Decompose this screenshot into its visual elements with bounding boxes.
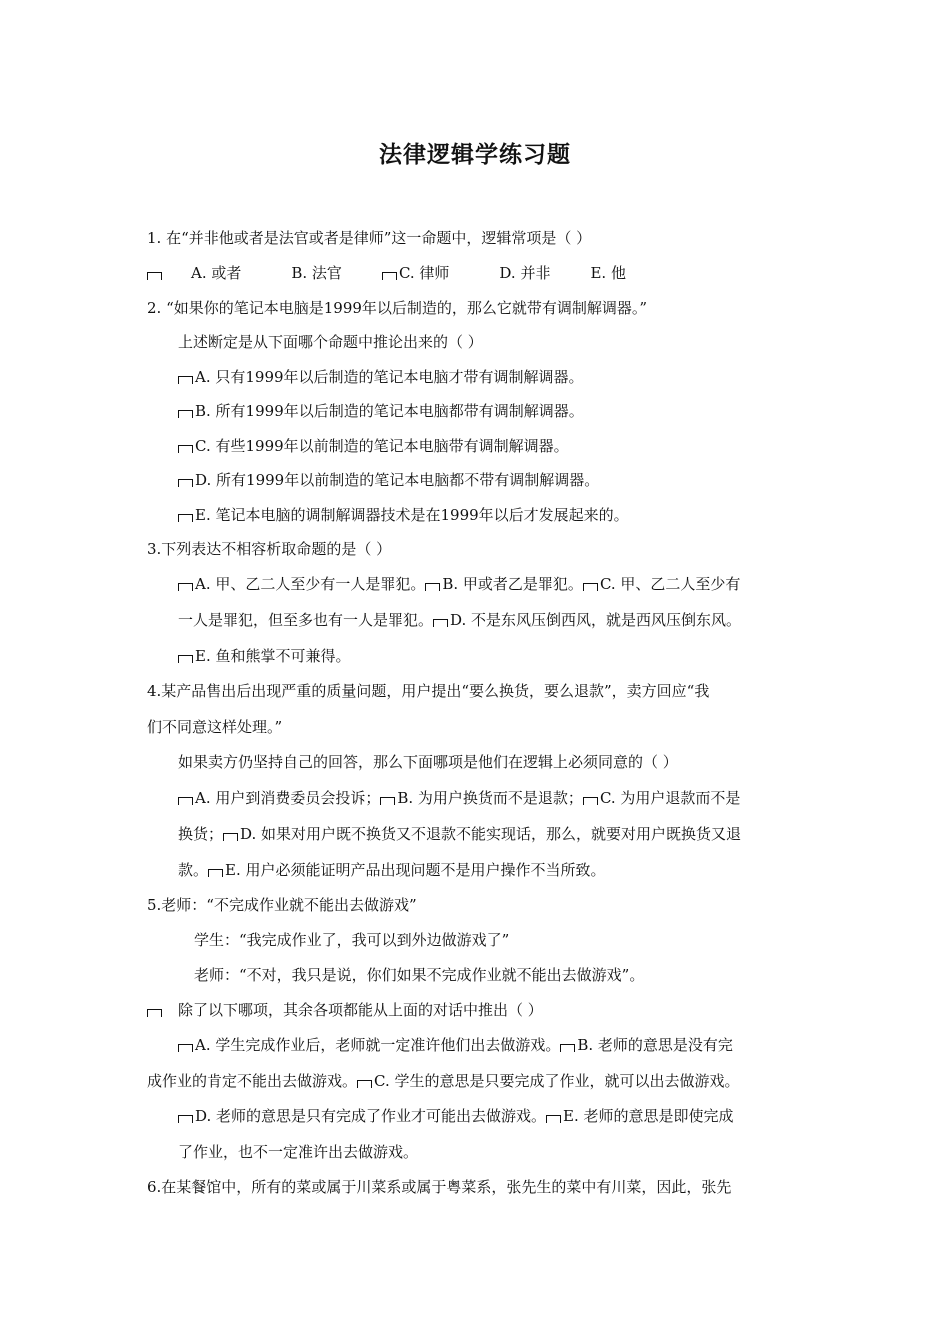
- q2-option-d: D. 所有1999年以前制造的笔记本电脑都不带有调制解调器。: [178, 470, 599, 490]
- q2-option-a: A. 只有1999年以后制造的笔记本电脑才带有调制解调器。: [178, 367, 584, 387]
- q5-option-e: E. 老师的意思是即使完成: [563, 1107, 734, 1125]
- q1-option-c: C. 律师: [398, 264, 450, 282]
- q4-stem: 4.某产品售出后出现严重的质量问题，用户提出“要么换货，要么退款”，卖方回应“我: [147, 682, 710, 700]
- q5-option-c: C. 学生的意思是只要完成了作业，就可以出去做游戏。: [374, 1072, 740, 1090]
- q4-option-c-cont: 换货；: [178, 825, 224, 843]
- q4-option-d: D. 如果对用户既不换货又不退款不能实现话，那么，就要对用户既换货又退: [240, 825, 742, 843]
- q3-options-line-1: [178, 574, 740, 594]
- q5-options-line-3: [178, 1106, 734, 1126]
- page-title: 法律逻辑学练习题: [379, 141, 571, 168]
- answer-blank-mark: [583, 797, 598, 805]
- q4-options-line-1: [178, 788, 740, 808]
- q2-option-e: E. 笔记本电脑的调制解调器技术是在1999年以后才发展起来的。: [178, 505, 629, 525]
- q4-option-c: C. 为用户退款而不是: [599, 789, 741, 807]
- answer-blank-mark: [178, 655, 193, 663]
- q5-student-line: 学生：“我完成作业了，我可以到外边做游戏了”: [194, 931, 510, 949]
- q3-stem: 3.下列表达不相容析取命题的是（ ）: [147, 540, 392, 558]
- q5-options-line-1: [178, 1035, 733, 1055]
- answer-blank-mark: [178, 1044, 193, 1052]
- q3-option-a: A. 甲、乙二人至少有一人是罪犯。: [195, 575, 426, 593]
- q3-option-e: E. 鱼和熊掌不可兼得。: [178, 646, 351, 666]
- q6-stem: 6.在某餐馆中，所有的菜或属于川菜系或属于粤菜系，张先生的菜中有川菜，因此，张先: [147, 1178, 732, 1196]
- q4-options-line-3: [178, 860, 606, 880]
- answer-blank-mark: [546, 1115, 561, 1123]
- q2-option-c: C. 有些1999年以前制造的笔记本电脑带有调制解调器。: [178, 436, 569, 456]
- q4-option-d-cont: 款。: [178, 861, 209, 879]
- answer-blank-mark: [178, 445, 193, 453]
- answer-blank-mark: [560, 1044, 575, 1052]
- answer-blank-mark: [178, 479, 193, 487]
- q5-option-b-cont: 成作业的肯定不能出去做游戏。: [147, 1072, 358, 1090]
- q4-option-e: E. 用户必须能证明产品出现问题不是用户操作不当所致。: [225, 861, 606, 879]
- q3-option-b: B. 甲或者乙是罪犯。: [442, 575, 583, 593]
- q5-option-b: B. 老师的意思是没有完: [577, 1036, 733, 1054]
- answer-blank-mark: [178, 514, 193, 522]
- answer-blank-mark: [178, 583, 193, 591]
- q5-option-d: D. 老师的意思是只有完成了作业才可能出去做游戏。: [195, 1107, 547, 1125]
- q3-option-c: C. 甲、乙二人至少有: [599, 575, 741, 593]
- q1-options: [147, 263, 626, 283]
- answer-blank-mark: [433, 619, 448, 627]
- answer-blank-mark: [357, 1080, 372, 1088]
- answer-blank-mark: [208, 869, 223, 877]
- q1-option-e: E. 他: [590, 264, 626, 282]
- q4-stem-cont: 们不同意这样处理。”: [147, 718, 283, 736]
- answer-blank-mark: [147, 272, 162, 280]
- answer-blank-mark: [178, 797, 193, 805]
- q1-option-d: D. 并非: [499, 264, 551, 282]
- answer-blank-mark: [380, 797, 395, 805]
- q5-options-line-2: [147, 1071, 740, 1091]
- answer-blank-mark: [223, 833, 238, 841]
- q1-option-b: B. 法官: [291, 264, 342, 282]
- answer-blank-mark: [178, 410, 193, 418]
- answer-blank-mark: [178, 1115, 193, 1123]
- q5-teacher-line: 老师：“不对，我只是说，你们如果不完成作业就不能出去做游戏”。: [194, 966, 645, 984]
- q4-option-b: B. 为用户换货而不是退款；: [397, 789, 583, 807]
- q5-subprompt: 除了以下哪项，其余各项都能从上面的对话中推出（ ）: [147, 1000, 543, 1020]
- q3-option-d: D. 不是东风压倒西风，就是西风压倒东风。: [450, 611, 742, 629]
- q1-option-a: A. 或者: [191, 264, 242, 282]
- q1-stem: 1. 在“并非他或者是法官或者是律师”这一命题中，逻辑常项是（ ）: [147, 229, 592, 247]
- q4-option-a: A. 用户到消费委员会投诉；: [195, 789, 381, 807]
- q3-option-c-cont: 一人是罪犯，但至多也有一人是罪犯。: [178, 611, 434, 629]
- answer-blank-mark: [425, 583, 440, 591]
- q2-stem: 2. “如果你的笔记本电脑是1999年以后制造的，那么它就带有调制解调器。”: [147, 299, 648, 317]
- answer-blank-mark: [178, 376, 193, 384]
- q5-stem: 5.老师：“不完成作业就不能出去做游戏”: [147, 896, 417, 914]
- q2-option-b: B. 所有1999年以后制造的笔记本电脑都带有调制解调器。: [178, 401, 584, 421]
- answer-blank-mark: [583, 583, 598, 591]
- q3-options-line-2: [178, 610, 741, 630]
- answer-blank-mark: [147, 1009, 162, 1017]
- answer-blank-mark: [382, 272, 397, 280]
- q4-options-line-2: [178, 824, 741, 844]
- q5-option-a: A. 学生完成作业后，老师就一定准许他们出去做游戏。: [195, 1036, 561, 1054]
- q4-subprompt: 如果卖方仍坚持自己的回答，那么下面哪项是他们在逻辑上必须同意的（ ）: [178, 753, 678, 771]
- q5-option-e-cont: 了作业，也不一定准许出去做游戏。: [178, 1143, 419, 1161]
- q2-subprompt: 上述断定是从下面哪个命题中推论出来的（ ）: [178, 333, 483, 351]
